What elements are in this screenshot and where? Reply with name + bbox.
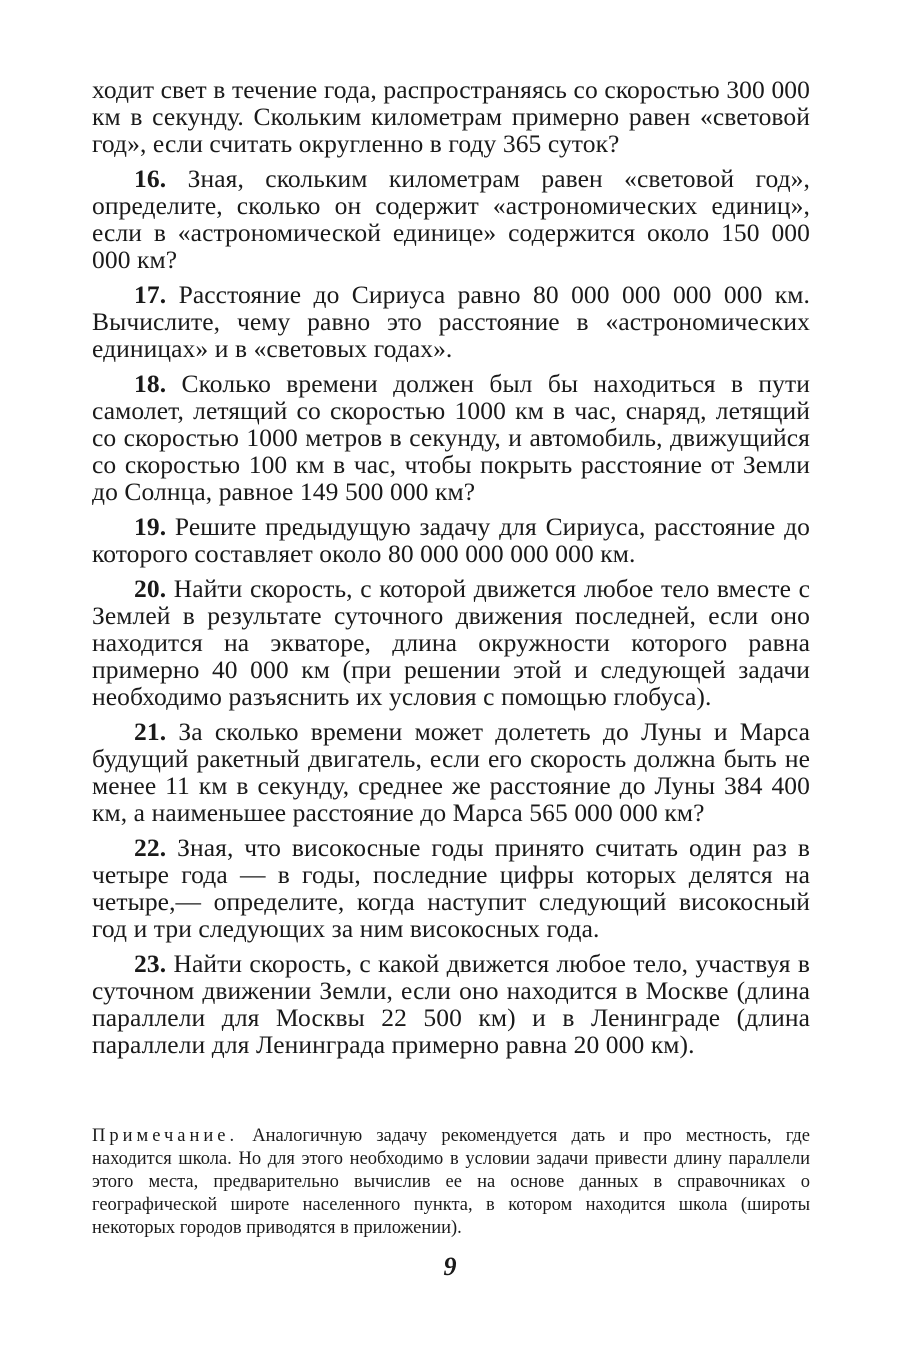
problem-22 bbox=[92, 834, 810, 942]
problem-21 bbox=[92, 718, 810, 826]
problem-number: 23. bbox=[134, 949, 167, 978]
note-label: Примечание. bbox=[92, 1125, 239, 1146]
problem-text: За сколько времени может долететь до Луны и Марса будущий ракетный двигатель, если его скорость должна быть не менее 11 км в секунду, среднее же расстояние до Луны 384 400 км, а наименьшее расстояние до Марса 565 000 000 км? bbox=[92, 717, 810, 827]
problem-18 bbox=[92, 370, 810, 505]
problem-number: 18. bbox=[134, 369, 167, 398]
problem-number: 21. bbox=[134, 717, 167, 746]
problem-text: Найти скорость, с какой движется любое тело, участвуя в суточном движении Земли, если оно находится в Москве (длина параллели для Москвы 22 500 км) и в Ленинграде (длина параллели для Ленинграда примерно равна 20 000 км). bbox=[92, 949, 810, 1059]
page-number: 9 bbox=[443, 1252, 457, 1281]
problem-text: Зная, что високосные годы принято считать один раз в четыре года — в годы, последние цифры которых делятся на четыре,— определите, когда наступит следующий високосный год и три следующих за ним високосных года. bbox=[92, 833, 810, 943]
problem-text: Найти скорость, с которой движется любое тело вместе с Землей в результате суточного движения последней, если оно находится на экваторе, длина окружности которого равна примерно 40 000 км (при решении этой и следующей задачи необходимо разъяснить их условия с помощью глобуса). bbox=[92, 574, 810, 711]
problem-number: 16. bbox=[134, 164, 167, 193]
problem-23 bbox=[92, 950, 810, 1058]
problem-list bbox=[92, 76, 810, 1058]
problem-text: Зная, скольким километрам равен «световой год», определите, сколько он содержит «астрономических единиц», если в «астрономической единице» содержится около 150 000 000 км? bbox=[92, 164, 810, 274]
problem-17 bbox=[92, 281, 810, 362]
note-text: Аналогичную задачу рекомендуется дать и про местность, где находится школа. Но для этого необходимо в условии задачи привести длину параллели этого места, предварительно вычислив ее на основе данных в справочниках о географической широте населенного пункта, в котором находится школа (широты некоторых городов приводятся в приложении). bbox=[92, 1125, 810, 1238]
problem-number: 22. bbox=[134, 833, 167, 862]
problem-20 bbox=[92, 575, 810, 710]
problem-19 bbox=[92, 513, 810, 567]
problem-text: Расстояние до Сириуса равно 80 000 000 000 000 км. Вычислите, чему равно это расстояние в «астрономических единицах» и в «световых годах». bbox=[92, 280, 810, 363]
continuation-paragraph: ходит свет в течение года, распространяясь со скоростью 300 000 км в секунду. Скольким километрам примерно равен «световой год», если считать округленно в году 365 суток? bbox=[92, 75, 810, 158]
problem-16 bbox=[92, 165, 810, 273]
problem-number: 20. bbox=[134, 574, 167, 603]
problem-number: 19. bbox=[134, 512, 167, 541]
problem-text: Решите предыдущую задачу для Сириуса, расстояние до которого составляет около 80 000 000 000 000 км. bbox=[92, 512, 810, 568]
footnote bbox=[92, 1125, 810, 1240]
problem-text: Сколько времени должен был бы находиться в пути самолет, летящий со скоростью 1000 км в час, снаряд, летящий со скоростью 1000 метров в секунду, и автомобиль, движущийся со скоростью 100 км в час, чтобы покрыть расстояние от Земли до Солнца, равное 149 500 000 км? bbox=[92, 369, 810, 506]
problem-number: 17. bbox=[134, 280, 167, 309]
